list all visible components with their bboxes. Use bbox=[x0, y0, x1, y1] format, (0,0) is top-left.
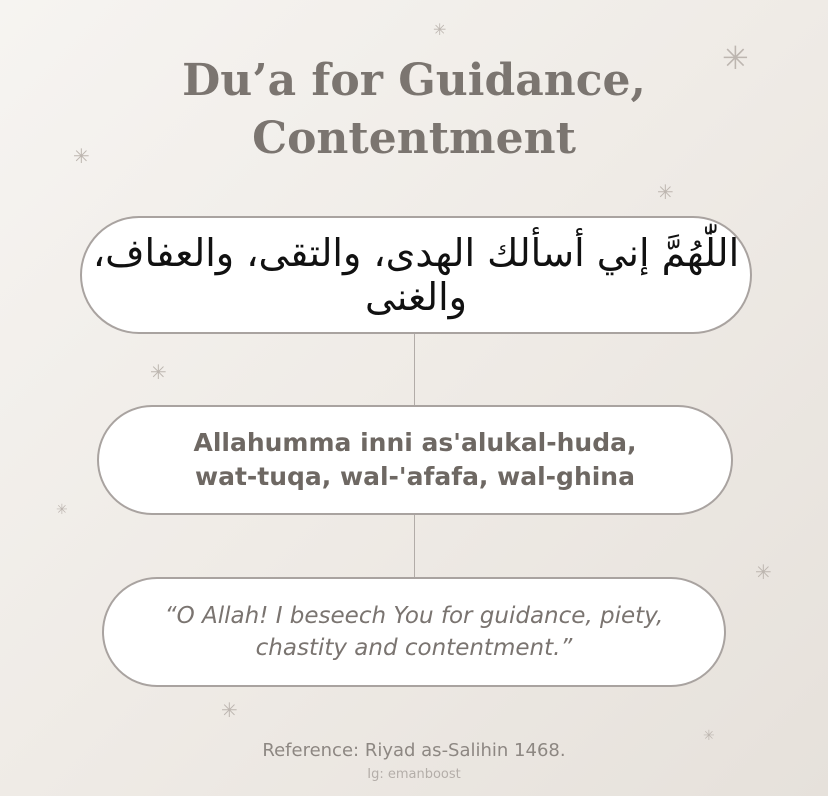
transliteration-text bbox=[193, 426, 636, 494]
arabic-text: اللّٰهُمَّ إني أسألك الهدى، والتقى، والعفاف، والغنى bbox=[92, 231, 740, 319]
reference-text: Reference: Riyad as-Salihin 1468. bbox=[262, 740, 566, 761]
transliteration-card bbox=[97, 405, 733, 515]
translation-card bbox=[102, 577, 726, 687]
title-line-1: Du’a for Guidance, bbox=[182, 55, 646, 106]
sparkle-icon: ✳ bbox=[56, 502, 68, 518]
sparkle-icon: ✳ bbox=[703, 728, 715, 744]
sparkle-icon: ✳ bbox=[657, 180, 674, 204]
translation-line-2: chastity and contentment.” bbox=[255, 635, 573, 661]
translation-line-1: “O Allah! I beseech You for guidance, piety, bbox=[164, 603, 664, 629]
sparkle-icon: ✳ bbox=[433, 20, 447, 39]
transliteration-line-1: Allahumma inni as'alukal-huda, bbox=[193, 428, 637, 457]
transliteration-line-2: wat-tuqa, wal-'afafa, wal-ghina bbox=[195, 462, 635, 491]
sparkle-icon: ✳ bbox=[755, 560, 772, 584]
instagram-handle: Ig: emanboost bbox=[367, 767, 461, 782]
sparkle-icon: ✳ bbox=[722, 39, 749, 77]
connector-line bbox=[414, 334, 415, 405]
page-title bbox=[0, 52, 828, 168]
sparkle-icon: ✳ bbox=[150, 360, 167, 384]
sparkle-icon: ✳ bbox=[73, 144, 90, 168]
title-line-2: Contentment bbox=[252, 113, 576, 164]
sparkle-icon: ✳ bbox=[221, 698, 238, 722]
connector-line bbox=[414, 515, 415, 577]
arabic-card bbox=[80, 216, 752, 334]
translation-text bbox=[165, 600, 664, 664]
